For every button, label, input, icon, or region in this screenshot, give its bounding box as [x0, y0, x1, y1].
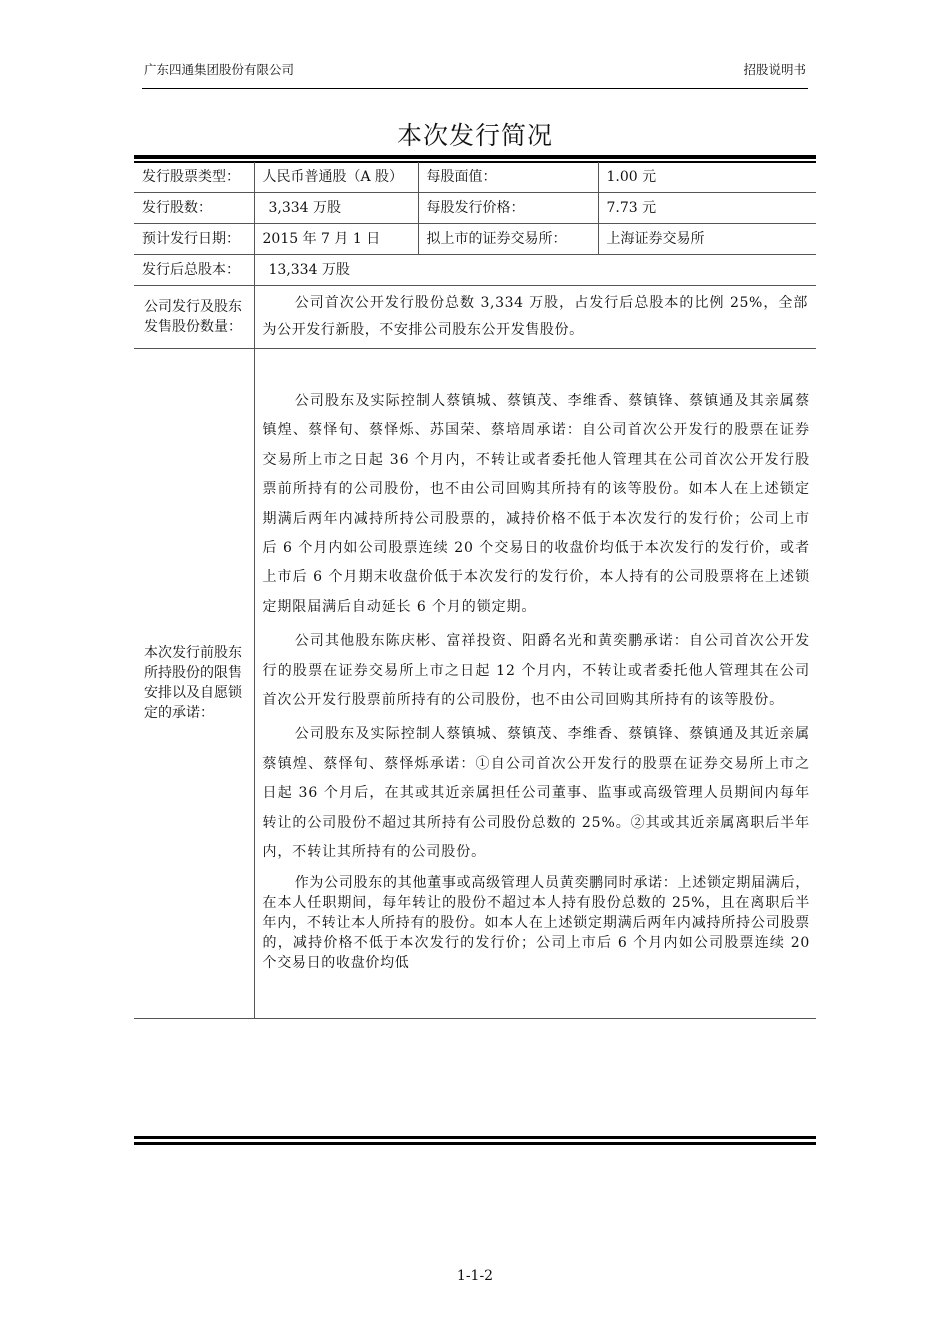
lockup-commitment-cell — [254, 349, 816, 1019]
table-row — [134, 255, 816, 286]
page-number: 1-1-2 — [456, 1268, 494, 1284]
table-row — [134, 224, 816, 255]
table-row — [134, 193, 816, 224]
label-stock-type: 发行股票类型： — [134, 162, 254, 193]
label-exchange: 拟上市的证券交易所： — [418, 224, 598, 255]
page-title: 本次发行简况 — [396, 121, 553, 150]
value-stock-type: 人民币普通股（A 股） — [254, 162, 418, 193]
value-shares-issued: 3,334 万股 — [254, 193, 418, 224]
lockup-paragraph: 公司股东及实际控制人蔡镇城、蔡镇茂、李维香、蔡镇锋、蔡镇通及其近亲属蔡镇煌、蔡怿旬、蔡怿烁承诺：①自公司首次公开发行的股票在证券交易所上市之日起 36 个月后，在其或其近亲属担任公司董事、监事或高级管理人员期间内每年转让的公司股份不超过其所持有公司股份总数的 25%。②其或其近亲属离职后半年内，不转让其所持有的公司股份。 — [262, 726, 810, 861]
label-lockup-commitment: 本次发行前股东所持股份的限售安排以及自愿锁定的承诺： — [134, 349, 254, 1019]
lockup-paragraph: 公司股东及实际控制人蔡镇城、蔡镇茂、李维香、蔡镇锋、蔡镇通及其亲属蔡镇煌、蔡怿旬、蔡怿烁、苏国荣、蔡培周承诺：自公司首次公开发行的股票在证券交易所上市之日起 36 个月内，不转让或者委托他人管理其在公司首次公开发行股票前所持有的公司股份，也不由公司回购其所持有的该等股份。如本人在上述锁定期满后两年内减持所持公司股票的，减持价格不低于本次发行的发行价；公司上市后 6 个月内如公司股票连续 20 个交易日的收盘价均低于本次发行的发行价，或者上市后 6 个月期末收盘价低于本次发行的发行价，本人持有的公司股票将在上述锁定期限届满后自动延长 6 个月的锁定期。 — [262, 393, 810, 615]
value-exchange: 上海证券交易所 — [598, 224, 816, 255]
page-header — [142, 58, 808, 89]
header-company-name: 广东四通集团股份有限公司 — [144, 62, 295, 77]
label-issue-price: 每股发行价格： — [418, 193, 598, 224]
value-total-shares-after: 13,334 万股 — [254, 255, 816, 286]
table-row — [134, 349, 816, 1019]
label-issue-date: 预计发行日期： — [134, 224, 254, 255]
lockup-paragraph: 作为公司股东的其他董事或高级管理人员黄奕鹏同时承诺：上述锁定期届满后，在本人任职期间，每年转让的股份不超过本人持有股份总数的 25%，且在离职后半年内，不转让本人所持有的股份。如本人在上述锁定期满后两年内减持所持公司股票的，减持价格不低于本次发行的发行价；公司上市后 6 个月内如公司股票连续 20 个交易日的收盘价均低 — [262, 874, 810, 971]
header-doc-type: 招股说明书 — [743, 62, 806, 77]
offering-summary-table — [134, 162, 816, 1019]
value-issue-price: 7.73 元 — [598, 193, 816, 224]
table-row — [134, 162, 816, 193]
offering-quantity-text: 公司首次公开发行股份总数 3,334 万股，占发行后总股本的比例 25%，全部为公开发行新股，不安排公司股东公开发售股份。 — [262, 295, 808, 338]
value-issue-date: 2015 年 7 月 1 日 — [254, 224, 418, 255]
table-bottom-rule-2 — [134, 1142, 816, 1145]
label-offering-quantity: 公司发行及股东发售股份数量： — [134, 286, 254, 349]
label-total-shares-after: 发行后总股本： — [134, 255, 254, 286]
lockup-paragraph: 公司其他股东陈庆彬、富祥投资、阳爵名光和黄奕鹏承诺：自公司首次公开发行的股票在证券交易所上市之日起 12 个月内，不转让或者委托他人管理其在公司首次公开发行股票前所持有的公司股份，也不由公司回购其所持有的该等股份。 — [262, 633, 810, 709]
table-bottom-rule-1 — [134, 1136, 816, 1139]
label-shares-issued: 发行股数： — [134, 193, 254, 224]
label-par-value: 每股面值： — [418, 162, 598, 193]
table-row — [134, 286, 816, 349]
offering-quantity-cell — [254, 286, 816, 349]
value-par-value: 1.00 元 — [598, 162, 816, 193]
table-top-rule-thick — [134, 155, 816, 159]
